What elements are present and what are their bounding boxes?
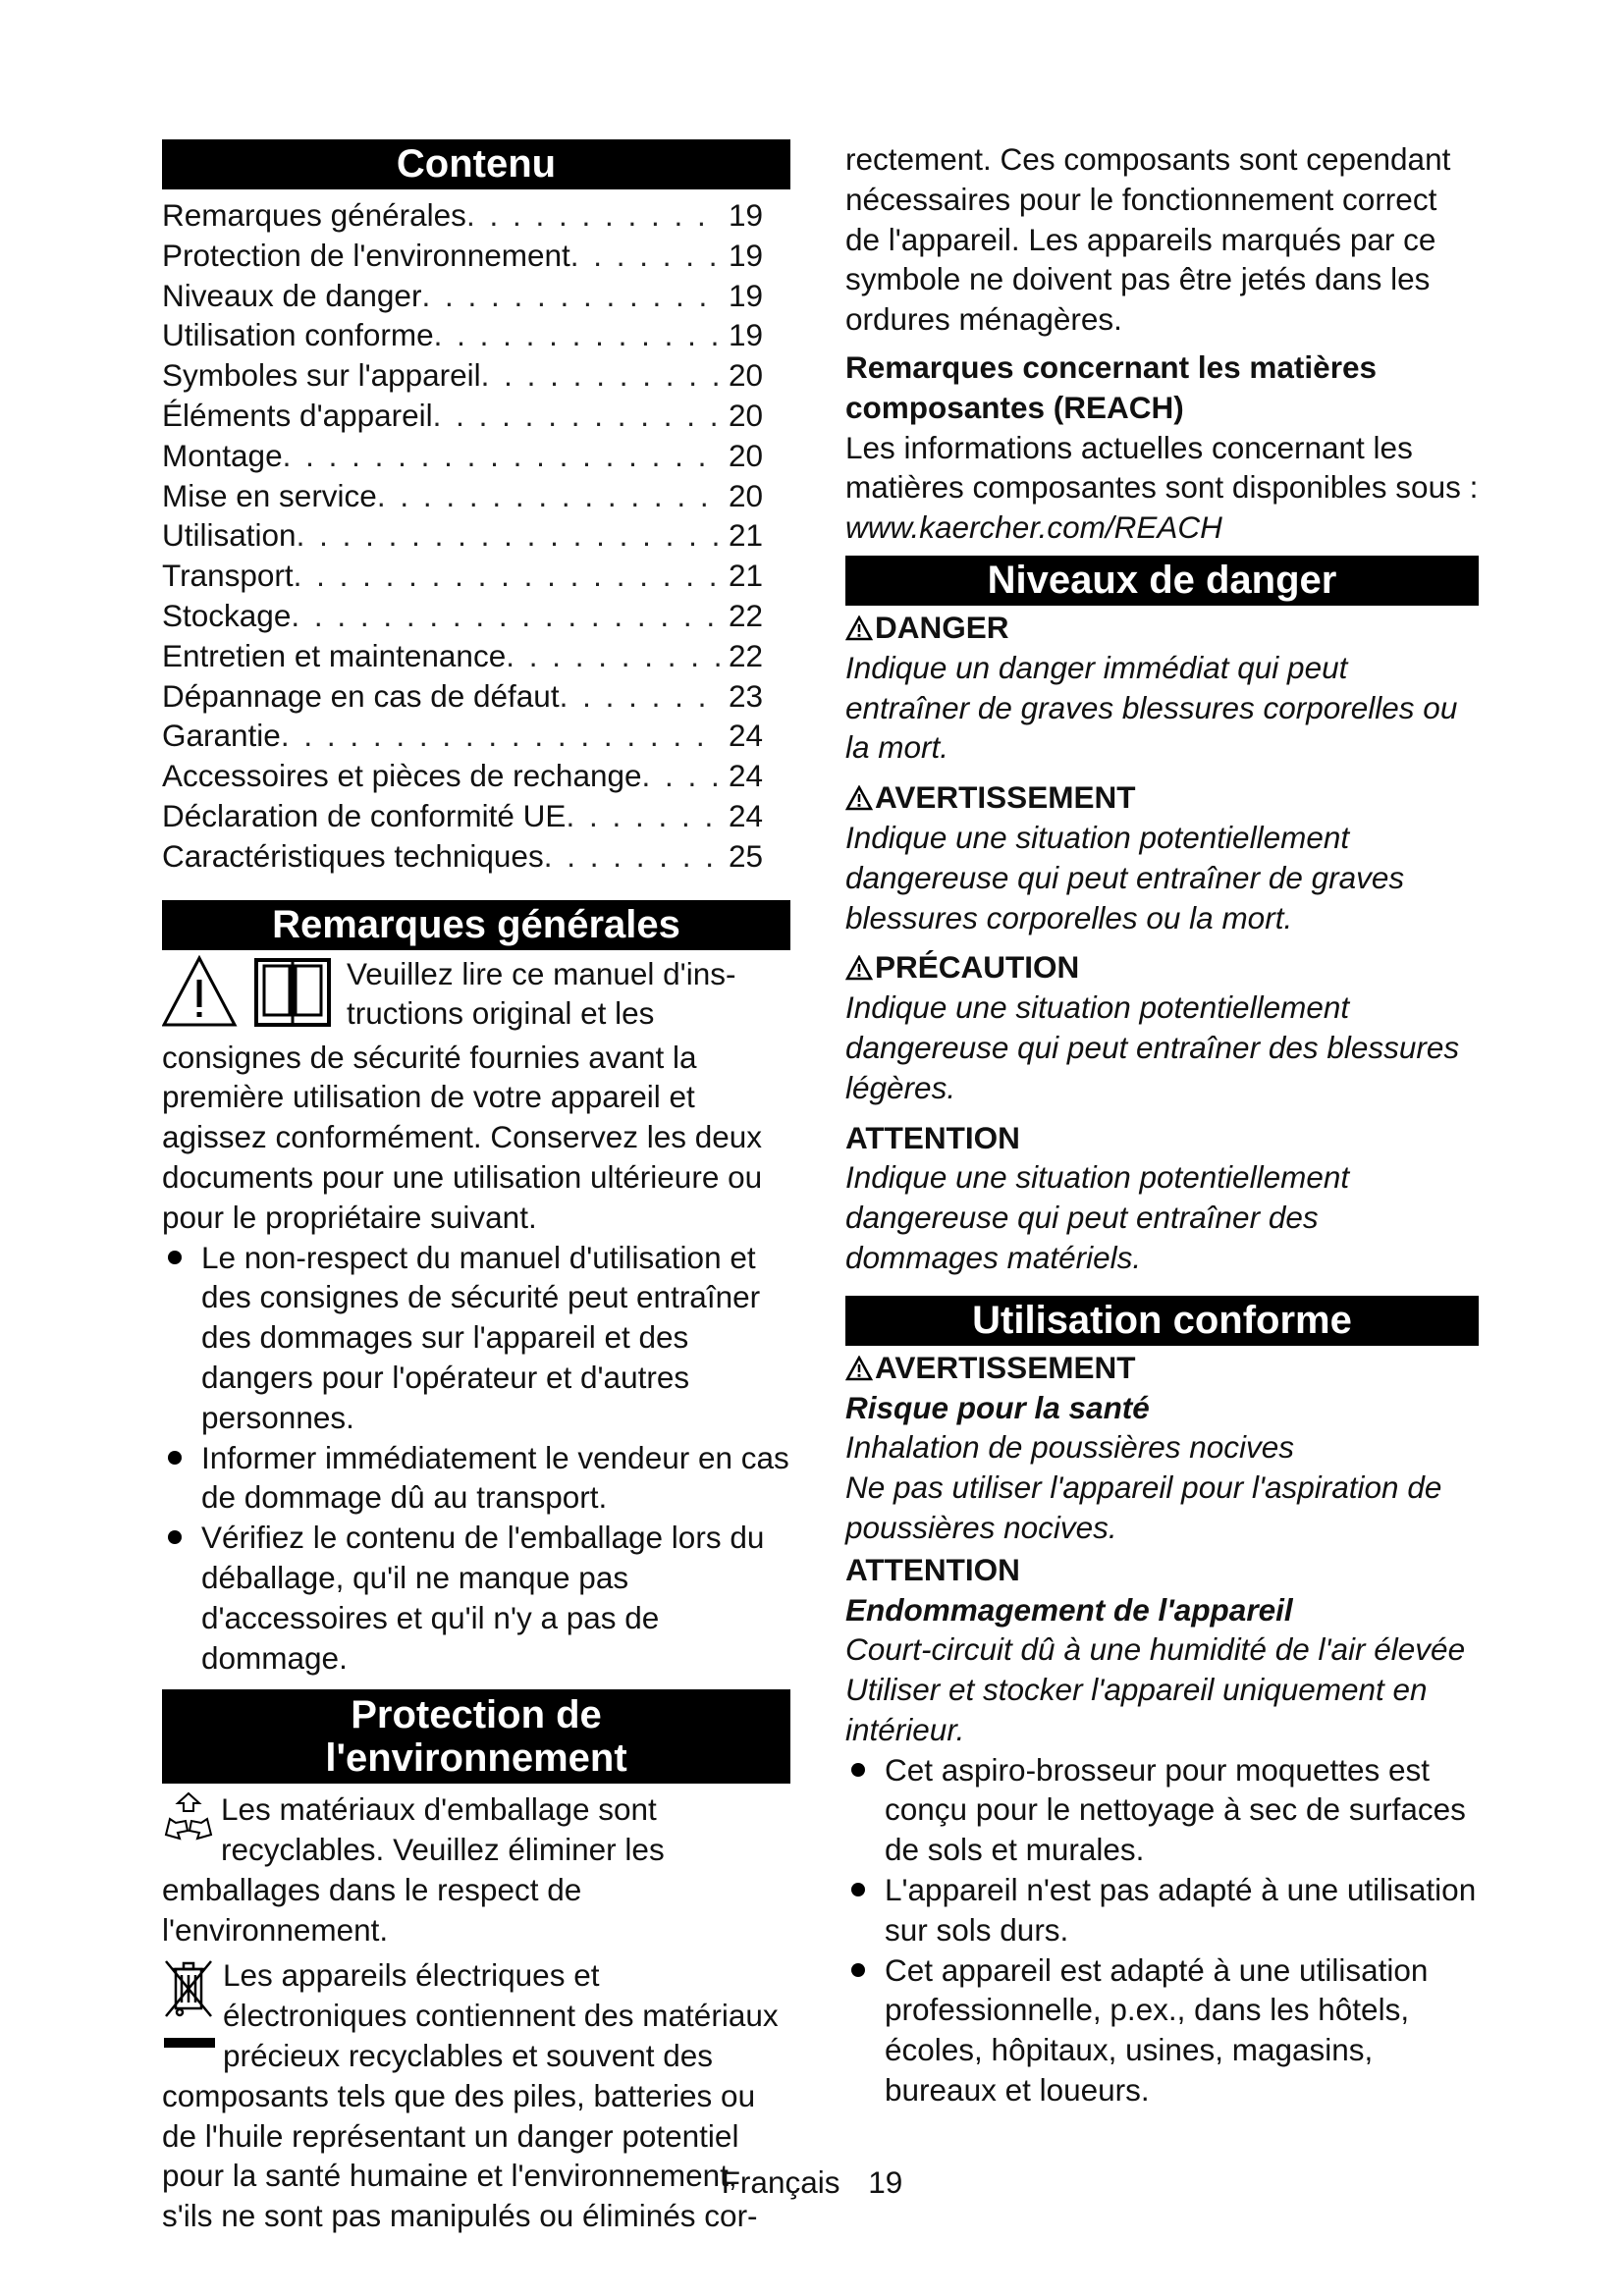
toc-entry[interactable]: Montage . . . 20 xyxy=(162,436,763,476)
warning-book-icons xyxy=(162,954,339,1038)
table-of-contents xyxy=(162,195,790,877)
footer-language: Français xyxy=(721,2164,840,2200)
left-column xyxy=(162,139,790,2236)
uc-warn-line2: Ne pas utiliser l'appareil pour l'aspiration de poussières nocives. xyxy=(845,1469,1442,1545)
reach-text: Les informations actuelles concernant les matières composantes sont disponibles sous : www.kaercher.com/REACH xyxy=(845,429,1479,546)
weee-text: Les appareils électriques et électroniques contiennent des matériaux précieux recyclables et souvent des composants tels que des piles, batteries ou de l'huile représentant un danger potentiel pour la santé humaine et l'environnement, s'ils ne sont pas manipulés ou éliminés cor- xyxy=(162,1957,779,2234)
page-number: 19 xyxy=(868,2164,903,2200)
uc-att-label: ATTENTION xyxy=(845,1551,1020,1587)
toc-entry[interactable]: Garantie . . . 24 xyxy=(162,716,763,756)
page-footer xyxy=(0,2164,1624,2201)
remarques-bullets xyxy=(162,1238,790,1679)
toc-entry[interactable]: Accessoires et pièces de rechange . . . 24 xyxy=(162,756,763,796)
list-item: Vérifiez le contenu de l'emballage lors du déballage, qu'il ne manque pas d'accessoires et qu'il n'y a pas de dommage. xyxy=(162,1518,790,1678)
recycle-text: Les matériaux d'emballage sont recyclables. Veuillez éliminer les emballages dans le respect de l'environnement. xyxy=(162,1791,665,1948)
attention-label: ATTENTION xyxy=(845,1119,1020,1155)
uc-bullets xyxy=(845,1750,1479,2110)
precaution-text: Indique une situation potentiellement dangereuse qui peut entraîner des blessures légères. xyxy=(845,989,1460,1105)
toc-entry[interactable]: Protection de l'environnement . . . 19 xyxy=(162,236,763,276)
uc-warn-label: AVERTISSEMENT xyxy=(845,1348,1479,1388)
avertissement-label: AVERTISSEMENT xyxy=(845,777,1479,818)
uc-att-title: Endommagement de l'appareil xyxy=(845,1591,1293,1628)
list-item: L'appareil n'est pas adapté à une utilisation sur sols durs. xyxy=(845,1870,1479,1950)
danger-text: Indique un danger immédiat qui peut entraîner de graves blessures corporelles ou la mort. xyxy=(845,649,1458,766)
toc-entry[interactable]: Dépannage en cas de défaut . . . 23 xyxy=(162,676,763,717)
protection-heading: Protection de l'environnement xyxy=(162,1689,790,1784)
remarques-heading: Remarques générales xyxy=(162,900,790,950)
list-item: Le non-respect du manuel d'utilisation et des consignes de sécurité peut entraîner des dommages sur l'appareil et des dangers pour l'opérateur et d'autres personnes. xyxy=(162,1238,790,1438)
reach-heading: Remarques concernant les matières composantes (REACH) xyxy=(845,348,1377,425)
warning-triangle-icon xyxy=(162,954,339,1033)
list-item: Informer immédiatement le vendeur en cas de dommage dû au transport. xyxy=(162,1438,790,1519)
toc-entry[interactable]: Caractéristiques techniques . . . 25 xyxy=(162,836,763,877)
recycle-icon xyxy=(162,1789,215,1848)
remarques-intro xyxy=(162,954,790,1238)
toc-entry[interactable]: Symboles sur l'appareil . . . 20 xyxy=(162,355,763,396)
toc-entry[interactable]: Utilisation . . . 21 xyxy=(162,515,763,556)
toc-entry[interactable]: Mise en service . . . 20 xyxy=(162,476,763,516)
uc-warn-title: Risque pour la santé xyxy=(845,1389,1150,1425)
avertissement-text: Indique une situation potentiellement dangereuse qui peut entraîner de graves blessures corporelles ou la mort. xyxy=(845,819,1405,935)
recycle-block xyxy=(162,1789,790,1949)
utilisation-heading: Utilisation conforme xyxy=(845,1296,1479,1346)
remarques-line-2: tructions original et les xyxy=(347,995,655,1032)
uc-att-line2: Utiliser et stocker l'appareil uniquement en intérieur. xyxy=(845,1672,1428,1747)
manual-book-icon xyxy=(256,960,329,1025)
attention-text: Indique une situation potentiellement dangereuse qui peut entraîner des dommages matériels. xyxy=(845,1159,1350,1275)
right-column xyxy=(845,139,1479,2110)
continued-text: rectement. Ces composants sont cependant nécessaires pour le fonctionnement correct de l'appareil. Les appareils marqués par ce symbole ne doivent pas être jetés dans les ordures ménagères. xyxy=(845,141,1451,338)
remarques-line-1: Veuillez lire ce manuel d'ins- xyxy=(347,955,736,991)
toc-entry[interactable]: Niveaux de danger . . . 19 xyxy=(162,276,763,316)
danger-label: DANGER xyxy=(845,608,1479,648)
uc-warn-line1: Inhalation de poussières nocives xyxy=(845,1429,1295,1466)
precaution-label: PRÉCAUTION xyxy=(845,947,1479,988)
remarques-body: consignes de sécurité fournies avant la première utilisation de votre appareil et agissez conformément. Conservez les deux documents pour une utilisation ultérieure ou pour le propriétaire suivant. xyxy=(162,1039,763,1235)
warning-icon xyxy=(845,1356,873,1381)
list-item: Cet aspiro-brosseur pour moquettes est conçu pour le nettoyage à sec de surfaces de sols et murales. xyxy=(845,1750,1479,1870)
contenu-heading: Contenu xyxy=(162,139,790,189)
toc-entry[interactable]: Transport . . . 21 xyxy=(162,556,763,596)
toc-entry[interactable]: Remarques générales . . . 19 xyxy=(162,195,763,236)
list-item: Cet appareil est adapté à une utilisation professionnelle, p.ex., dans les hôtels, écoles, hôpitaux, usines, magasins, bureaux et loueurs. xyxy=(845,1950,1479,2110)
warning-icon xyxy=(845,785,873,811)
toc-entry[interactable]: Entretien et maintenance . . . 22 xyxy=(162,636,763,676)
niveaux-heading: Niveaux de danger xyxy=(845,556,1479,606)
uc-att-line1: Court-circuit dû à une humidité de l'air élevée xyxy=(845,1631,1466,1668)
reach-link[interactable]: www.kaercher.com/REACH xyxy=(845,509,1222,546)
crossed-bin-icon xyxy=(162,1955,217,2054)
toc-entry[interactable]: Stockage . . . 22 xyxy=(162,596,763,636)
warning-icon xyxy=(845,955,873,981)
warning-icon xyxy=(845,615,873,641)
toc-entry[interactable]: Utilisation conforme . . . 19 xyxy=(162,315,763,355)
toc-entry[interactable]: Déclaration de conformité UE . . . 24 xyxy=(162,796,763,836)
toc-entry[interactable]: Éléments d'appareil . . . 20 xyxy=(162,396,763,436)
